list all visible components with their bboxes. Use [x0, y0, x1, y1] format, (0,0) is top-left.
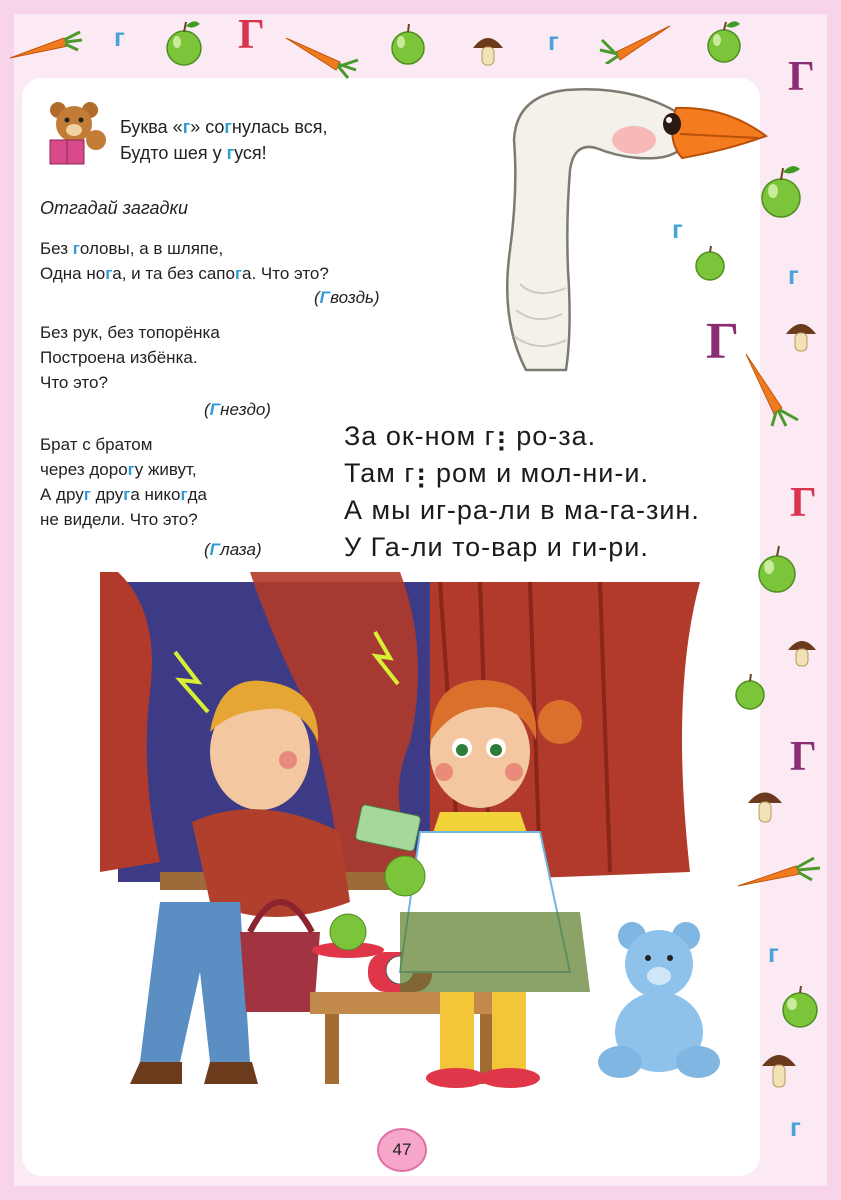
intro-verse: [120, 114, 327, 166]
border-letter: г: [114, 22, 125, 52]
riddle-line: через дорогу живут,: [40, 460, 197, 479]
poem-line: А мы иг-ра-ли в ма-га-зин.: [344, 495, 700, 525]
riddle-line: Построена избёнка.: [40, 348, 198, 367]
goose-icon: [496, 80, 776, 380]
border-letter: Г: [790, 480, 817, 526]
apple-icon: [754, 540, 800, 596]
poem-line: За ок-ном г⡆ро-за.: [344, 421, 597, 451]
border-letter: Г: [238, 12, 265, 58]
border-letter: г: [790, 1112, 801, 1142]
border-letter: г: [672, 214, 683, 244]
intro-line-2: Будто шея у гуся!: [120, 143, 267, 163]
border-letter: г: [788, 260, 799, 290]
shop-game-illustration: [100, 572, 720, 1122]
bear-icon: [40, 100, 110, 166]
mushroom-icon: [786, 634, 818, 670]
mushroom-icon: [746, 784, 784, 826]
riddle-line: А друг друга никогда: [40, 485, 207, 504]
border-letter: г: [548, 26, 559, 56]
riddle-line: Одна нога, и та без сапога. Что это?: [40, 264, 329, 283]
apple-icon: [732, 672, 768, 712]
carrot-icon: [734, 852, 824, 892]
carrot-icon: [282, 30, 362, 80]
reading-poem: [344, 418, 700, 566]
mushroom-icon: [760, 1046, 798, 1092]
riddle-line: Что это?: [40, 373, 108, 392]
riddle-answer-3: (Глаза): [204, 540, 262, 559]
page-number: 47: [377, 1128, 427, 1172]
apple-icon: [778, 984, 822, 1030]
section-title: Отгадай загадки: [40, 198, 188, 218]
poem-line: Там г⡆ром и мол-ни-и.: [344, 458, 649, 488]
mushroom-icon: [470, 30, 506, 70]
riddle-line: Без рук, без топорёнка: [40, 323, 220, 342]
riddle-line: Брат с братом: [40, 435, 153, 454]
carrot-icon: [4, 28, 84, 68]
apple-icon: [164, 16, 204, 68]
border-letter: Г: [706, 313, 740, 370]
riddle-answer-2: (Гнездо): [204, 400, 271, 419]
riddle-line: не видели. Что это?: [40, 510, 198, 529]
apple-icon: [704, 18, 744, 66]
border-letter: г: [768, 938, 779, 968]
poem-line: У Га-ли то-вар и ги-ри.: [344, 532, 649, 562]
riddle-answer-1: (Гвоздь): [314, 288, 380, 307]
intro-line-1: Буква «г» согнулась вся,: [120, 117, 328, 137]
riddle-3: [40, 432, 207, 532]
apple-icon: [388, 22, 428, 68]
carrot-icon: [596, 18, 676, 64]
border-letter: Г: [790, 734, 817, 780]
riddle-line: Без головы, а в шляпе,: [40, 239, 224, 258]
border-letter: Г: [788, 54, 815, 100]
riddle-1: [40, 236, 329, 286]
riddle-2: [40, 320, 220, 395]
